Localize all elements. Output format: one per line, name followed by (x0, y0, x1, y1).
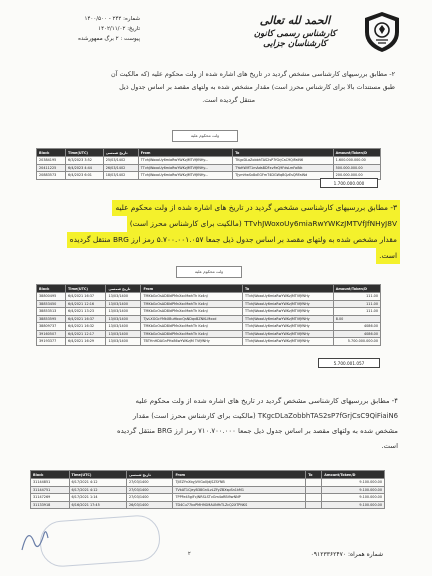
col-time: Time(UTC) (66, 149, 104, 157)
col-block: Block (31, 471, 70, 479)
cell: 111.00 (333, 300, 380, 308)
emblem-seal-icon (362, 10, 402, 54)
col-to: To (233, 149, 333, 157)
cell (306, 479, 322, 487)
cell: 6/3/2023 3:52 (66, 157, 104, 165)
cell: 111.00 (333, 293, 380, 301)
cell: TYoHWlfT1mAdsBDFxvFeQ9FdsLmFaiNk (233, 164, 333, 172)
section-2-table (36, 148, 381, 180)
cell: TTvhJWoxoUy6miaRwYWKzJMTVfJfNHy... (138, 164, 232, 172)
cell: TTvhJWoxoUy6miaRwYWKzJMTVfJfNHy... (138, 172, 232, 180)
cell: TTvhJWoxoUy6miaRwYWKzJMTVfJfNHy... (138, 157, 232, 165)
cell: 38853450 (37, 300, 66, 308)
table-row (37, 315, 381, 323)
section-2-paragraph (40, 68, 395, 107)
table-row (37, 330, 381, 338)
cell: 6/4/2023 4:44 (66, 164, 104, 172)
cell: TTvhJWoxoUy6miaRwYWKzJMTVfJfNHy (242, 338, 333, 346)
cell: 6/16/2021 17:45 (69, 501, 126, 509)
cell: 6/17/2021 4:12 (69, 479, 126, 487)
cell: TTvhJWoxoUy6miaRwYWKzJMTVfJfNHy (242, 300, 333, 308)
cell: 9.100.000.00 (322, 479, 385, 487)
letter-meta (70, 14, 140, 44)
cell: 13/03/1400 (106, 323, 141, 331)
cell: 26/03/1402 (103, 164, 138, 172)
expert-stamp-icon (39, 514, 162, 568)
table-row (37, 157, 381, 165)
table-row (31, 494, 385, 502)
section-4-paragraph (30, 394, 398, 454)
letter-number: شماره: ۲۴۲ - ۱۴۰۰/۵۰۰ (84, 16, 140, 22)
cell: 6/4/2023 6:01 (66, 172, 104, 180)
cell: 13/03/1400 (106, 338, 141, 346)
cell: 111.00 (333, 308, 380, 316)
col-amount: Amount/Token/D (333, 285, 380, 293)
cell: TKgcDLaZobbhTAS2sP7fGrjCsC9QiFaiN6 (233, 157, 333, 165)
cell: 38853513 (37, 308, 66, 316)
section-4-table (30, 470, 385, 509)
section-3-wallet-line: TTvhJWoxoUy6miaRwYWKzJMTVfJfNHyJ8V (مالکیت برای کارشناس محرز است) (127, 216, 400, 232)
cell: TTvhJWoxoUy6miaRwYWKzJMTVfJfNHy (242, 293, 333, 301)
section-2-total: 1.700.000.000 (320, 178, 378, 188)
cell: 13/03/1400 (106, 330, 141, 338)
cell (306, 494, 322, 502)
cell: 26/03/1400 (126, 501, 172, 509)
section-3-line: مقدار مشخص شده به ولتهای مقصد بر اساس جدول ذیل جمعا ۵.۷۰۰.۰۰۱.۰۵۷ رمز ارز BRG منتقل گردیده (67, 232, 400, 248)
col-time: Time(UTC) (69, 471, 126, 479)
cell: 1.600.000.000.00 (333, 157, 380, 165)
cell: 20883573 (37, 172, 66, 180)
letterhead-line-1: الحمد لله تعالی (259, 14, 331, 27)
cell: 5.700.000.000.00 (333, 338, 380, 346)
cell: TBTHnHDAGnPHx86wYWKzJM TVfJfNHy (141, 338, 243, 346)
cell: TMKbGcOsAD8ldPMnXxcMwhTh Kz4nJ (141, 300, 243, 308)
table-row (37, 323, 381, 331)
cell (306, 501, 322, 509)
phone-number: شماره همراه: ۰۹۱۲۳۳۶۲۴۷۰ (310, 551, 383, 558)
cell: 6/4/2021 12:17 (65, 330, 105, 338)
cell: 13/03/1400 (106, 315, 141, 323)
cell: 4086.00 (333, 323, 380, 331)
col-shamsi-date: تاریخ شمسی (106, 285, 141, 293)
table-row (37, 164, 381, 172)
table-row (37, 308, 381, 316)
cell: 6/4/2021 13:23 (65, 308, 105, 316)
col-from: From (138, 149, 232, 157)
section-2-line: منتقل گردیده است. (202, 96, 255, 104)
section-3-line: است. (376, 248, 400, 264)
cell: 500.000.000.00 (333, 164, 380, 172)
section-4-line: مشخص شده به ولتهای مقصد بر اساس جدول ذیل جمعا ۷۱۰.۷۰۰.۰۰۰ رمز ارز BRG منتقل گردیده (117, 427, 398, 435)
col-block: Block (37, 285, 66, 293)
col-to: To (242, 285, 333, 293)
cell: 9.100.000.00 (322, 494, 385, 502)
cell: 6/4/2021 16:32 (65, 323, 105, 331)
cell: 31147269 (31, 494, 70, 502)
convicted-wallet-box: ولت محکوم علیه (176, 266, 242, 278)
cell: 31144751 (31, 486, 70, 494)
cell: 13/03/1400 (106, 308, 141, 316)
cell: 4086.00 (333, 330, 380, 338)
table-row (31, 486, 385, 494)
col-to: To (306, 471, 322, 479)
cell: TVkAT1CjeyB38GnlLvLZFyZBXspSn1kM1 (173, 486, 306, 494)
cell: 39160507 (37, 330, 66, 338)
cell: 8.00 (333, 315, 380, 323)
cell: 18/03/1402 (103, 172, 138, 180)
letterhead-line-2: کارشناس رسمی کانون کارشناسان جزایی (253, 29, 337, 49)
col-shamsi-date: تاریخ شمسی (103, 149, 138, 157)
cell: 25/03/1402 (103, 157, 138, 165)
cell: 31144851 (31, 479, 70, 487)
cell: 38800495 (37, 293, 66, 301)
col-time: Time(UTC) (65, 285, 105, 293)
cell: TTvhJWoxoUy6miaRwYWKzJMTVfJfNHy (242, 330, 333, 338)
cell: 13/03/1400 (106, 293, 141, 301)
letter-date: تاریخ: ۱۴۰۲/۱۱/۰۲ (98, 26, 140, 32)
table-row (37, 338, 381, 346)
section-4-line: ۴- مطابق بررسیهای کارشناسی مشخص گردید در تاریخ های اشاره شده از ولت محکوم علیه (135, 397, 398, 405)
cell: 38853595 (37, 315, 66, 323)
table-row (37, 300, 381, 308)
cell: TMKbGcOsAD8ldPMnXxcMwhTh Kz4nJ (141, 308, 243, 316)
section-2-line: طبق مستندات بالا برای کارشناس محرز است) مقدار مشخص شده به ولتهای مقصد بر اساس جدول ذیل (119, 83, 395, 91)
cell: 27/03/1400 (126, 486, 172, 494)
cell: TD4Cu77kxPMH9GMAUNfhTLZcQ2XTPNKS (173, 501, 306, 509)
cell: TTvhJWoxoUy6miaRwYWKzJMTVfJfNHy (242, 323, 333, 331)
cell: 6/4/2021 16:29 (65, 338, 105, 346)
section-2-line: ۲- مطابق بررسیهای کارشناسی مشخص گردید در تاریخ های اشاره شده از ولت محکوم علیه (که مالکیت آن (111, 70, 395, 78)
section-3-total: 5.700.001.057 (318, 358, 380, 368)
cell: TJymHwSx8xEGFmT4DGWqBQzEsQRFaiNd (233, 172, 333, 180)
letterhead-title (235, 14, 355, 49)
cell: 20411225 (37, 164, 66, 172)
table-row (31, 479, 385, 487)
section-3-table (36, 284, 381, 346)
cell: TMKbGcOsAD8ldPMnXxcMwhTh Kz4nJ (141, 330, 243, 338)
cell: 27/03/1400 (126, 479, 172, 487)
table-row (31, 501, 385, 509)
cell: 39193377 (37, 338, 66, 346)
cell: 31133918 (31, 501, 70, 509)
letter-attachment: پیوست : ۲ برگ ممهورشده (78, 36, 140, 42)
col-from: From (173, 471, 306, 479)
table-header-row (37, 149, 381, 157)
cell: TMKbGcOsAD8ldPMnXxcMwhTh Kz4nJ (141, 323, 243, 331)
col-amount: Amount/Token/D (333, 149, 380, 157)
cell: 6/4/2021 16:37 (65, 293, 105, 301)
cell: 13/03/1400 (106, 300, 141, 308)
cell: TTvhJWoxoUy6miaRwYWKzJMTVfJfNHy (242, 315, 333, 323)
table-header-row (31, 471, 385, 479)
cell: TJvLXGGcYMkXBuHbocQsNDqxBZNKLMxxd (141, 315, 243, 323)
convicted-wallet-box: ولت محکوم علیه (172, 130, 238, 142)
cell: 9.100.000.00 (322, 501, 385, 509)
cell: 6/17/2021 1:14 (69, 494, 126, 502)
cell: TTvhJWoxoUy6miaRwYWKzJMTVfJfNHy (242, 308, 333, 316)
col-block: Block (37, 149, 66, 157)
section-3-line: ۳- مطابق بررسیهای کارشناسی مشخص گردید در تاریخ های اشاره شده از ولت محکوم علیه (112, 200, 400, 216)
cell: TMKbGcOsAD8ldPMnXxcMwhTh Kz4nJ (141, 293, 243, 301)
cell: 9.100.000.00 (322, 486, 385, 494)
cell: 38809737 (37, 323, 66, 331)
section-3-paragraph (22, 200, 400, 264)
cell: 27/03/1400 (126, 494, 172, 502)
signature-icon (18, 520, 52, 560)
col-amount: Amount/Token/D (322, 471, 385, 479)
cell (306, 486, 322, 494)
cell: 6/4/2021 12:16 (65, 300, 105, 308)
section-4-wallet-line: TKgcDLaZobbhTAS2sP7fGrjCsC9QiFiaiN6 (مالکیت برای کارشناس محرز است) مقدار (132, 412, 398, 420)
cell: TJiEZYnXbyjVVGo0JdjSZSYNB (173, 479, 306, 487)
section-4-line: است. (381, 442, 398, 450)
cell: 200.000.000.00 (333, 172, 380, 180)
cell: TPPFe45glFcJNRSLSTvGm4aRBi9wNNP (173, 494, 306, 502)
page-number: ۲ (188, 551, 191, 557)
table-row (37, 293, 381, 301)
col-shamsi-date: تاریخ شمسی (126, 471, 172, 479)
cell: 20384195 (37, 157, 66, 165)
col-from: From (141, 285, 243, 293)
table-header-row (37, 285, 381, 293)
cell: 6/4/2021 16:37 (65, 315, 105, 323)
cell: 6/17/2021 4:12 (69, 486, 126, 494)
